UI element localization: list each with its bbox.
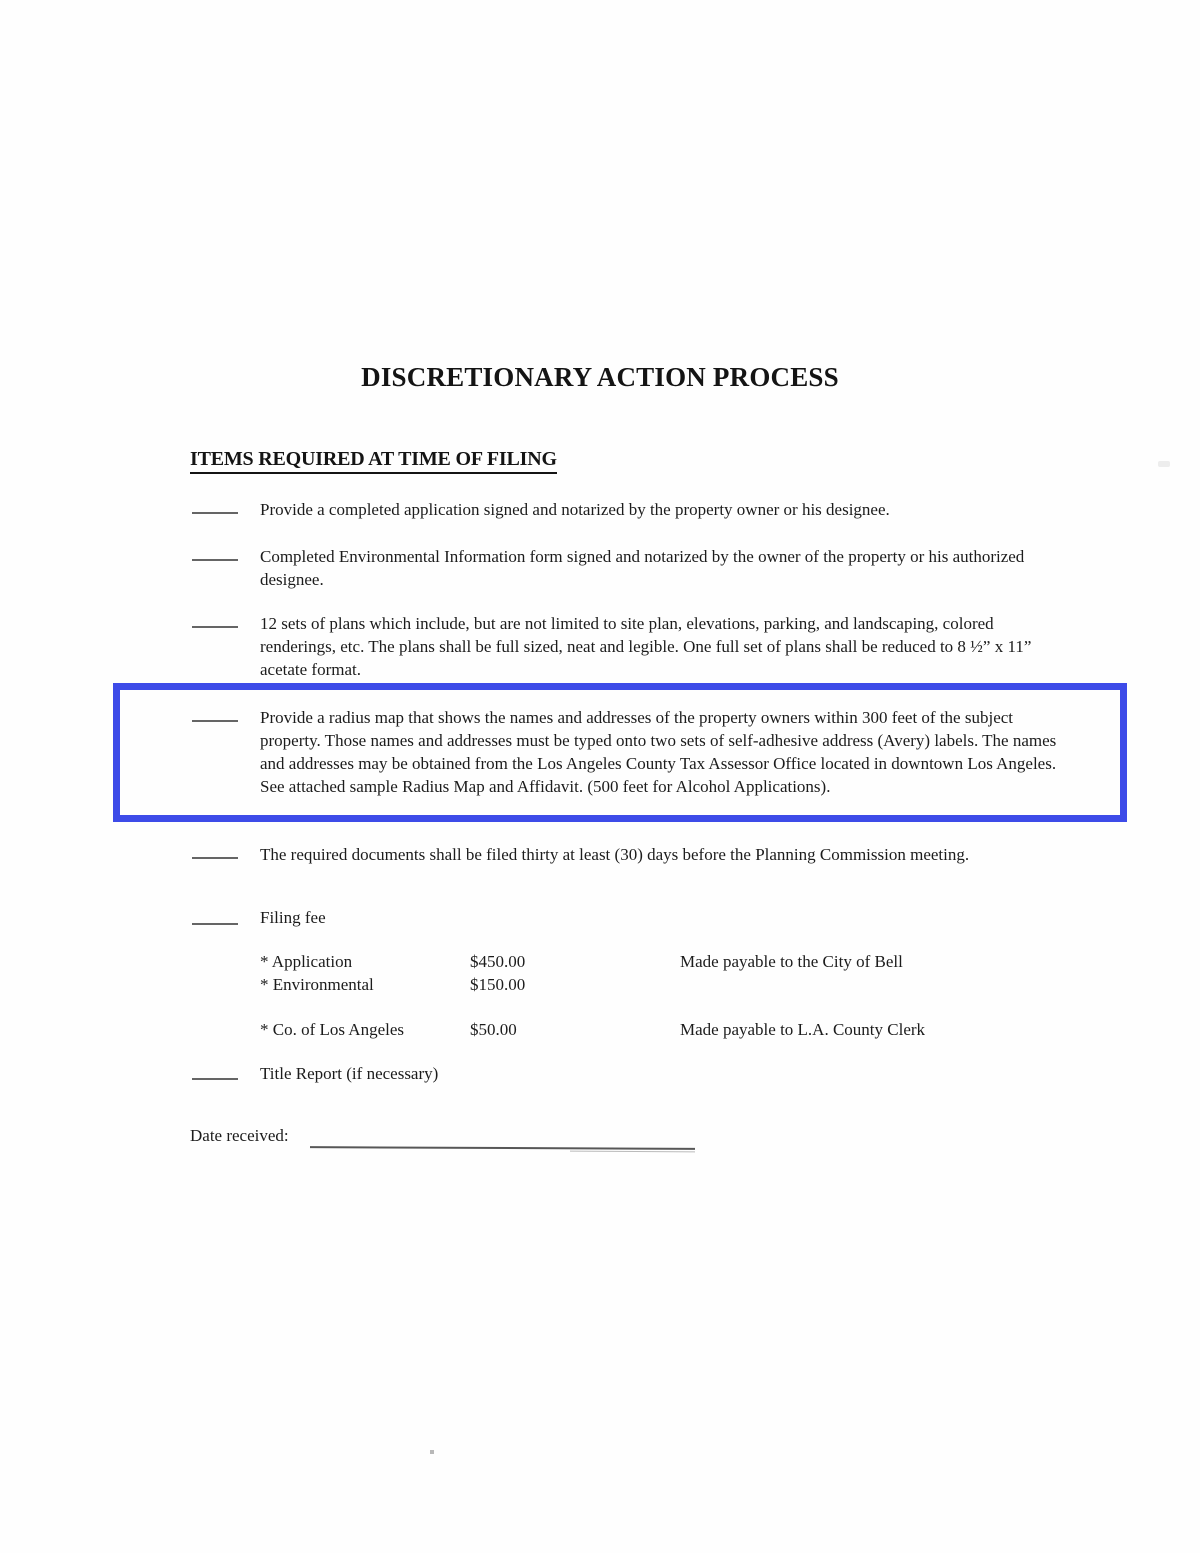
date-received-blank-line bbox=[310, 1146, 695, 1150]
fill-in-blank-line bbox=[192, 923, 238, 925]
date-received-blank-line-echo bbox=[570, 1151, 695, 1153]
checklist-item-application: Provide a completed application signed and notarized by the property owner or his designee. bbox=[260, 500, 890, 519]
fill-in-blank-line bbox=[192, 1078, 238, 1080]
checklist-item-filing-fee: Filing fee bbox=[260, 908, 326, 927]
fee-payable-county-clerk: Made payable to L.A. County Clerk bbox=[680, 1020, 926, 1039]
fill-in-blank-line bbox=[192, 720, 238, 722]
fee-amount-application: $450.00 bbox=[470, 952, 526, 971]
checklist-item-title-report: Title Report (if necessary) bbox=[260, 1064, 439, 1083]
fill-in-blank-line bbox=[192, 512, 238, 514]
scan-speckle bbox=[430, 1450, 434, 1454]
page-title: DISCRETIONARY ACTION PROCESS bbox=[361, 362, 839, 392]
date-received-label: Date received: bbox=[190, 1126, 289, 1145]
checklist-item-plan-sets: 12 sets of plans which include, but are not limited to site plan, elevations, parking, and landscaping, colored renderings, etc. The plans shall be full sized, neat and legible. One full set of plans shall be reduced to 8 ½” x 11” acetate format. bbox=[260, 614, 1032, 679]
fill-in-blank-line bbox=[192, 626, 238, 628]
fee-amount-environmental: $150.00 bbox=[470, 975, 526, 994]
section-heading: ITEMS REQUIRED AT TIME OF FILING bbox=[190, 448, 557, 474]
checklist-item-environmental-form: Completed Environmental Information form signed and notarized by the owner of the property or his authorized designee. bbox=[260, 547, 1025, 589]
fee-label-environmental: * Environmental bbox=[260, 975, 374, 994]
checklist-item-filing-deadline: The required documents shall be filed thirty at least (30) days before the Planning Commission meeting. bbox=[260, 845, 970, 864]
fill-in-blank-line bbox=[192, 857, 238, 859]
fee-amount-county-of-los-angeles: $50.00 bbox=[470, 1020, 517, 1039]
checklist-item-radius-map: Provide a radius map that shows the names and addresses of the property owners within 300 feet of the subject property. Those names and addresses must be typed onto two sets of self-adhesive address (Avery) labels. The names and addresses may be obtained from the Los Angeles County Tax Assessor Office located in downtown Los Angeles. See attached sample Radius Map and Affidavit. (500 feet for Alcohol Applications). bbox=[260, 708, 1057, 796]
fee-payable-city-of-bell: Made payable to the City of Bell bbox=[680, 952, 903, 971]
scan-smudge bbox=[1158, 461, 1170, 467]
fee-label-county-of-los-angeles: * Co. of Los Angeles bbox=[260, 1020, 405, 1039]
fill-in-blank-line bbox=[192, 559, 238, 561]
fee-label-application: * Application bbox=[260, 952, 353, 971]
